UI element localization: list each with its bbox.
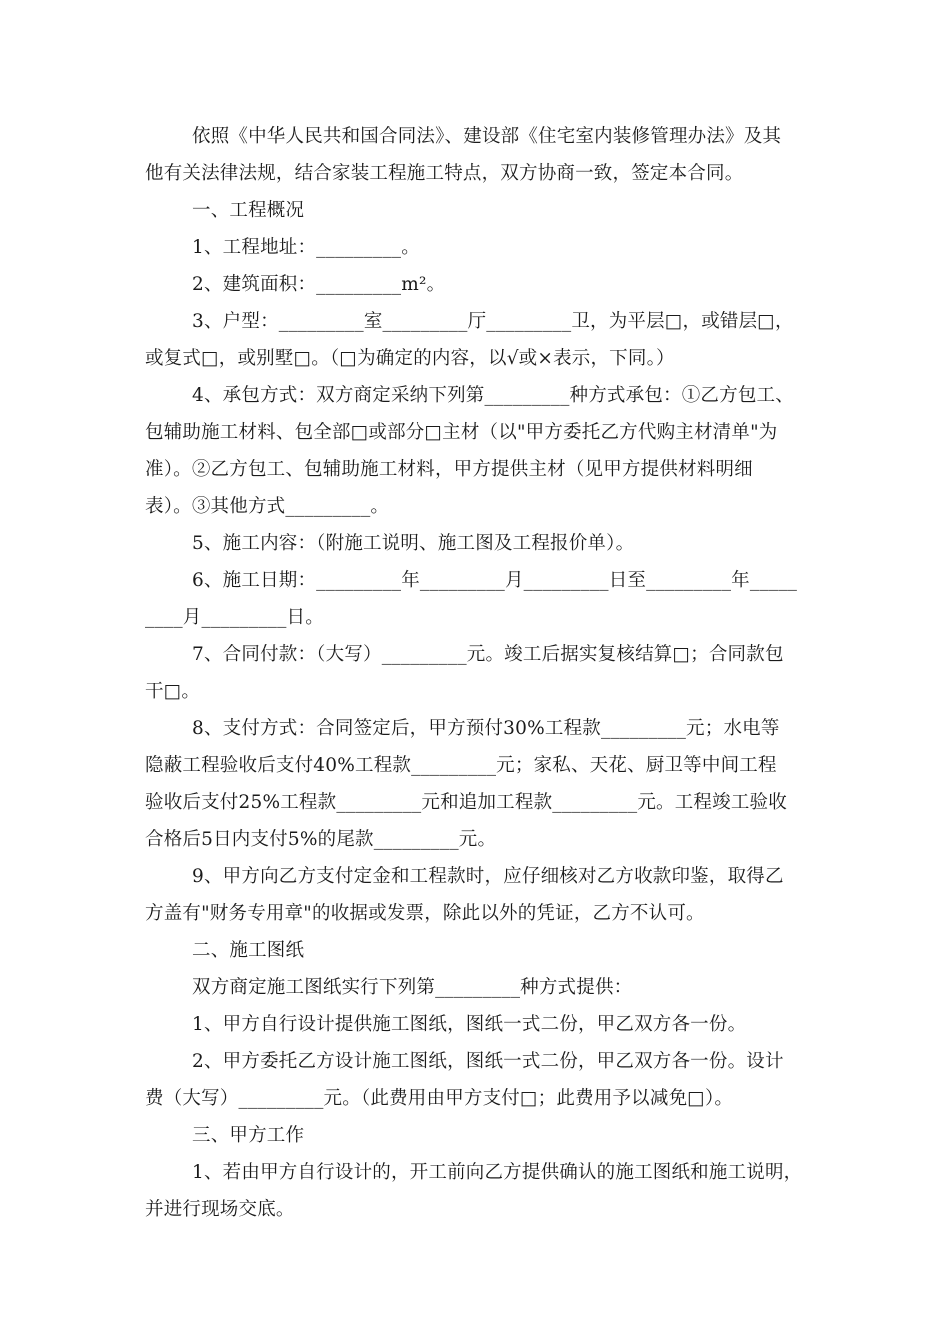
clause-area: 2、建筑面积：_________m²。 (192, 274, 446, 295)
clause-layout-line-2: 或复式□，或别墅□。（□为确定的内容，以√或×表示，下同。） (145, 348, 675, 369)
clause-contracting-line-4: 表）。③其他方式_________。 (145, 496, 390, 517)
clause-payment-line-2: 隐蔽工程验收后支付40%工程款_________元；家私、天花、厨卫等中间工程 (145, 755, 777, 776)
clause-price-line-1: 7、合同付款：（大写）_________元。竣工后据实复核结算□；合同款包 (192, 644, 784, 665)
party-a-duty-1-line-2: 并进行现场交底。 (145, 1199, 295, 1220)
clause-payment-line-1: 8、支付方式：合同签定后，甲方预付30%工程款_________元；水电等 (192, 718, 780, 739)
clause-payment-line-4: 合格后5日内支付5%的尾款_________元。 (145, 829, 497, 850)
clause-contracting-line-3: 准）。②乙方包工、包辅助施工材料，甲方提供主材（见甲方提供材料明细 (145, 459, 753, 480)
intro-line-1: 依照《中华人民共和国合同法》、建设部《住宅室内装修管理办法》及其 (192, 126, 782, 147)
clause-receipt-line-2: 方盖有"财务专用章"的收据或发票，除此以外的凭证，乙方不认可。 (145, 903, 705, 924)
clause-scope: 5、施工内容：（附施工说明、施工图及工程报价单）。 (192, 533, 635, 554)
section-heading-drawings: 二、施工图纸 (192, 940, 305, 961)
clause-address: 1、工程地址：_________。 (192, 237, 420, 258)
clause-layout-line-1: 3、户型：_________室_________厅_________卫，为平层□，或错层□， (192, 311, 794, 332)
clause-payment-line-3: 验收后支付25%工程款_________元和追加工程款_________元。工程竣工验收 (145, 792, 787, 813)
clause-price-line-2: 干□。 (145, 681, 201, 702)
party-a-duty-1-line-1: 1、若由甲方自行设计的，开工前向乙方提供确认的施工图纸和施工说明， (192, 1162, 803, 1183)
drawings-option-1: 1、甲方自行设计提供施工图纸，图纸一式二份，甲乙双方各一份。 (192, 1014, 747, 1035)
clause-receipt-line-1: 9、甲方向乙方支付定金和工程款时，应仔细核对乙方收款印鉴，取得乙 (192, 866, 784, 887)
intro-line-2: 他有关法律法规，结合家装工程施工特点，双方协商一致，签定本合同。 (145, 163, 744, 184)
drawings-option-2-line-2: 费（大写）_________元。（此费用由甲方支付□；此费用予以减免□）。 (145, 1088, 734, 1109)
clause-dates-line-1: 6、施工日期：_________年_________月_________日至_________年_____ (192, 570, 798, 591)
clause-contracting-line-2: 包辅助施工材料、包全部□或部分□主材（以"甲方委托乙方代购主材清单"为 (145, 422, 778, 443)
clause-dates-line-2: ____月_________日。 (145, 607, 324, 628)
clause-contracting-line-1: 4、承包方式：双方商定采纳下列第_________种方式承包：①乙方包工、 (192, 385, 794, 406)
drawings-intro: 双方商定施工图纸实行下列第_________种方式提供： (192, 977, 633, 998)
drawings-option-2-line-1: 2、甲方委托乙方设计施工图纸，图纸一式二份，甲乙双方各一份。设计 (192, 1051, 784, 1072)
section-heading-party-a-duties: 三、甲方工作 (192, 1125, 305, 1146)
section-heading-project-overview: 一、工程概况 (192, 200, 305, 221)
